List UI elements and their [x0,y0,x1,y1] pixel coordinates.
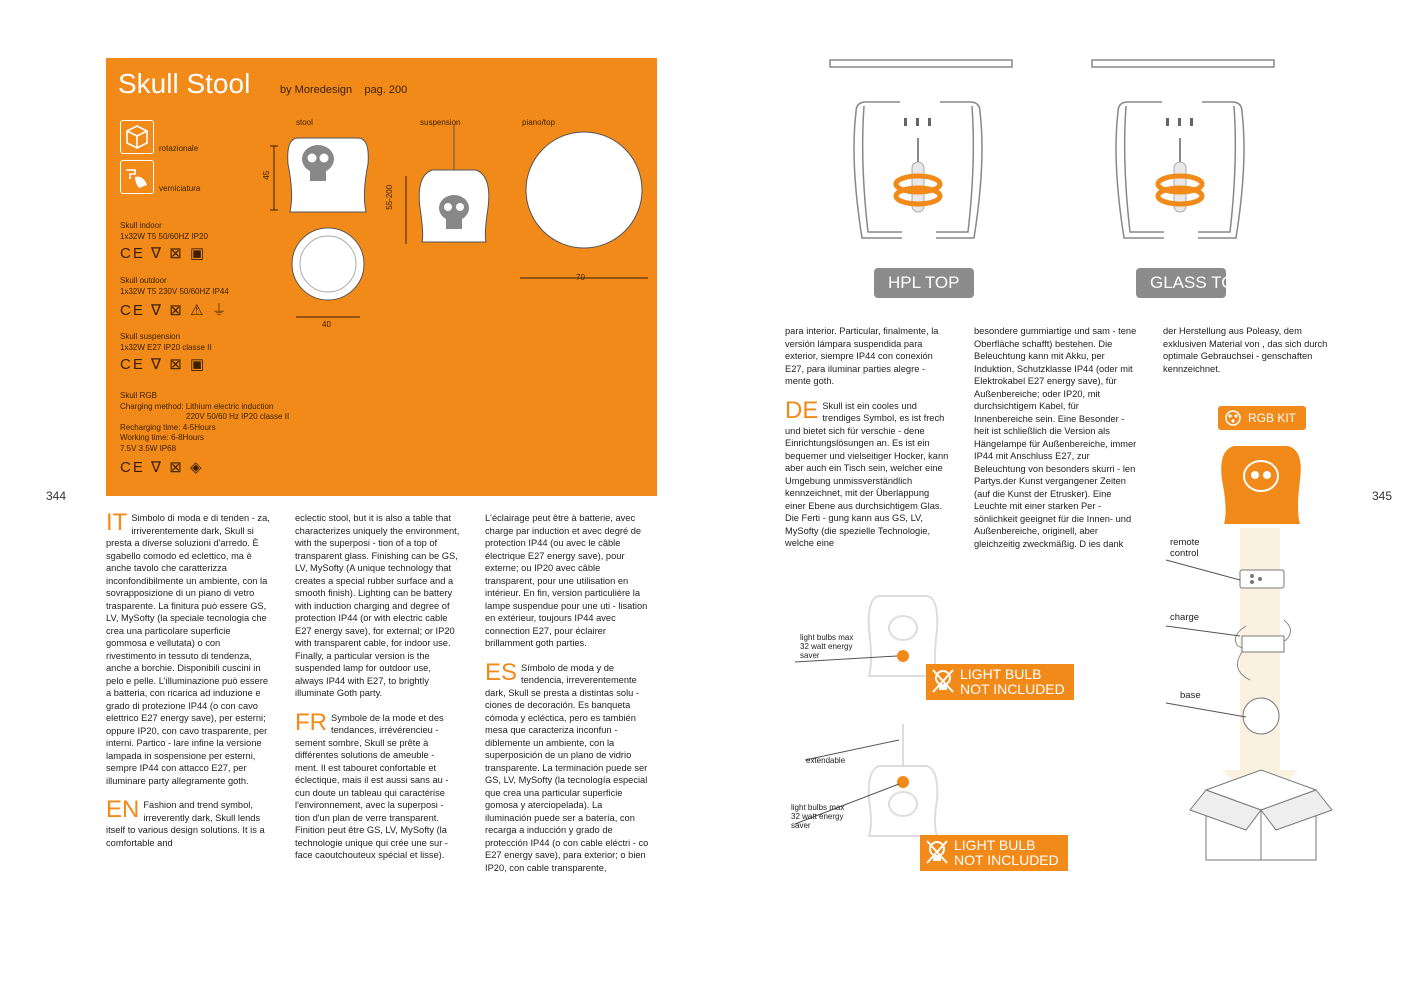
finish-label-rotational: rotazionale [159,144,199,153]
no-bulb-icon [926,840,948,867]
lang-tag-de: DE [785,396,819,424]
text-de: Skull ist ein cooles und trendiges Symbol, es ist frech und bietet sich für verschie - dene Einrichtungslösungen an. Es ist ein bequemer und vielseitiger Hocker, kann aber auch ein Tisch sein, welcher eine Umgebung unmissverständlich kennzeichnet, mit der Überlappung einer Ebene aus durchsichtigem Glas. Die Ferti - gung kann aus GS, LV, MySofty (die spezielle Technologie, welche eine [785,400,949,548]
text-fr: Symbole de la mode et des tendances, irrévérenciеu - sement sombre, Skull se prête à différentes solutions de ameuble - ment. Il est tabouret confortable et éclectique, mais il est aussi sans au - cun doute un tableau qui caractérise l'environnement, avec la superposi - tion d'un plan de verre transparent. Finition peut être GS, LV, MySofty (la technologie unique qui crée une sur - face caoutchouteux spécial et lisse). [295,712,449,860]
rgb-kit-badge [1218,406,1306,430]
product-title: Skull Stool [118,68,251,99]
right-page-number: 345 [1372,489,1393,503]
dim-stool-width: 40 [322,320,331,329]
text-es: Símbolo de moda y de tendencia, irreverentemente dark, Skull se presta a distintas solu - ciones de decoración. Es banqueta cómoda y ecléctica, pero es también mesa que caracteriza inconfun - diblemente un ambiente, con la superposición de un plano de vidrio transparente. La terminación puede ser GS, LV, MySofty (la tecnología especial que crea una particular superficie gomosa y aterciopelada). La iluminación puede ser a batería, con recarga a inducción y grado de protección IP44 (o con cable eléctri - co E27 energy save), para exterior; o bien IP20, con cable transparente, [485,662,649,873]
spec-outdoor-name: Skull outdoor [120,276,167,285]
text-de-cont: besondere gummiartige und sam - tene Oberfläche schafft) bestehen. Die Beleuchtung kann mit Akku, per Induktion, Schutzklasse IP44 (oder mit Elektrokabel E27 energy save), für Außenbereiche; oder IP20, mit durchsichtigem Kabel, für Innenbereiche sein. Eine Besonder - heit ist schließlich die Version als Hängelampe für Außenbereiche, immer IP44 mit Anschluss E27, zur Beleuchtung von besonders skurri - len Partys.der Kunst vergangener Zeiten (auf die Kunst der Etrusker). Eine Leuchte mit einer starken Per - sönlichkeit geeignet für die Innen- und Außenbereiche, originell, aber gleichzeitig zweckmäßig. D ies dank [974,326,1137,549]
lang-tag-it: IT [106,509,128,536]
cert-icons-suspension: CE ∇ ⊠ ▣ [120,356,207,373]
lang-tag-fr: FR [295,708,327,736]
light-bulb-badge-1 [926,664,1074,700]
dim-top-diameter: 70 [576,273,585,282]
cert-icons-rgb: CE ∇ ⊠ ◈ [120,459,204,476]
view-label-top: piano/top [522,118,555,127]
text-it: Simbolo di moda e di tenden - za, irriverentemente dark, Skull si presta a diverse soluzioni d'arredo. È sgabello comodo ed eclettico, ma è anche tavolo che caratterizza inconfondibilmente un ambiente, con la sovrapposizione di un piano di vetro trasparente. La finitura può essere GS, LV, MySofty (la speciale tecnologia che crea una particolare superficie gommosa e vellutata) o con rivestimento in tessuto di tendenza, anche a borchie. Disponibili cuscini in pelo e pelle. L'illuminazione può essere a batteria, con ricarica ad induzione e grado di protezione IP44 (o con cavo elettrico E27 energy save), per esterni; oppure IP20, con cavo trasparente, per interni. Partico - lare infine la versione lampada in sospensione per esterni, sempre IP44 con attacco E27, per illuminare party allegramente goth. [106,513,270,786]
rotational-molding-icon [120,120,154,154]
spec-outdoor-detail: 1x32W T5 230V 50/60HZ IP44 [120,286,229,296]
assembly-drawings [820,52,1290,252]
charge-leader-line [1166,626,1246,642]
right-text-column-1 [785,325,950,562]
spec-rgb-line1: Charging method: Lithium electric induction [120,401,274,411]
spec-rgb-line3: Recharging time: 4-5Hours [120,422,216,432]
byline [280,84,407,96]
spec-indoor [120,221,208,242]
rgb-kit-label: RGB KIT [1248,411,1297,425]
no-bulb-icon [932,669,954,696]
finish-label-painting: verniciatura [159,184,201,193]
bulb-caption-1: light bulbs max 32 watt energy saver [800,633,854,660]
spec-rgb-line4: Working time: 6-8Hours [120,433,204,442]
charge-label: charge [1170,612,1200,623]
spec-rgb-line2: 220V 50/60 Hz IP20 classe II [186,412,290,421]
spec-outdoor [120,276,229,297]
cert-icons-indoor: CE ∇ ⊠ ▣ [120,245,207,262]
left-text-column-1 [106,509,271,861]
text-de-cont2: der Herstellung aus Poleasy, dem exklusiven Material von , das sich durch optimale Gebrauchsei - genschaften kennzeichnet. [1163,326,1328,374]
hpl-top-label: HPL TOP [874,268,974,298]
badge-text-1: LIGHT BULB NOT INCLUDED [960,666,1065,697]
text-fr-cont: L'éclairage peut être à batterie, avec charge par induction et avec degré de protection IP44 (ou avec le câble électrique E27 energy save), pour externe; ou IP20 avec câble transparent, pour une utilisation en intérieur. En fin, version particulière la lampe suspendue pour une uti - lisation en extérieur, toujours IP44 avec connection E27, pour éclairer brillamment goth parties. [485,513,648,648]
spec-suspension-detail: 1x32W E27 IP20 classe II [120,342,212,352]
text-en: Fashion and trend symbol, irreverently dark, Skull lends itself to various design solutions. It is a comfortable and [106,800,265,848]
left-page-number: 344 [46,489,67,503]
cert-icons-outdoor: CE ∇ ⊠ ⚠ ⏚ [120,302,229,319]
left-text-column-2 [295,512,460,874]
spec-rgb-line5: 7.5V 3.5W IP68 [120,443,177,453]
base-leader-line [1166,703,1256,723]
right-text-column-3 [1163,325,1328,387]
painting-icon [120,160,154,194]
spec-suspension-name: Skull suspension [120,332,181,341]
light-bulb-badge-2 [920,835,1068,871]
product-spec-panel [106,58,657,496]
spec-indoor-name: Skull indoor [120,221,162,230]
badge-text-2: LIGHT BULB NOT INCLUDED [954,837,1059,868]
text-es-cont: para interior. Particular, finalmente, la versión lámpara suspendida para exterior, siempre IP44 con conexión E27, para iluminar parties alegre - mente goth. [785,326,939,386]
remote-leader-line [1166,560,1256,590]
spec-rgb [120,391,330,454]
designer: by Moredesign [280,84,353,96]
spec-rgb-name: Skull RGB [120,391,157,400]
base-label: base [1180,690,1201,701]
lang-tag-en: EN [106,796,140,823]
left-text-column-3 [485,512,650,886]
glass-top-label: GLASS TOP [1136,268,1226,298]
extendable-label: extendable [806,756,846,765]
view-label-stool: stool [296,118,313,127]
page-ref: pag. 200 [364,84,408,96]
rgb-kit-illustration [1186,440,1336,880]
right-text-column-2 [974,325,1139,562]
product-drawings [256,124,656,344]
remote-control-label: remote control [1170,537,1200,559]
rgb-icon [1224,410,1242,434]
text-en-cont: eclectic stool, but it is also a table that characterizes uniquely the environment, with the superposi - tion of a top of transparent glass. Finishing can be GS, LV, MySofty (A unique technology that creates a special rubber surface and a smooth finish). Lighting can be battery with induction charging and degree of protection IP44 (or with electric cable E27 energy save), for external; or IP20 with transparent cable, for indoor use. Finally, a particular version is the suspended lamp for outdoor use, always IP44 with E27, to brightly illuminate Goth party. [295,513,460,698]
dim-suspension-height: 55-200 [385,184,395,210]
lang-tag-es: ES [485,658,518,686]
view-label-suspension: suspension [420,118,461,127]
bulb-caption-2: light bulbs max 32 watt energy saver [791,803,845,830]
spec-suspension [120,332,212,353]
spec-indoor-detail: 1x32W T5 50/60HZ IP20 [120,231,208,241]
dim-stool-height: 45 [262,170,272,180]
